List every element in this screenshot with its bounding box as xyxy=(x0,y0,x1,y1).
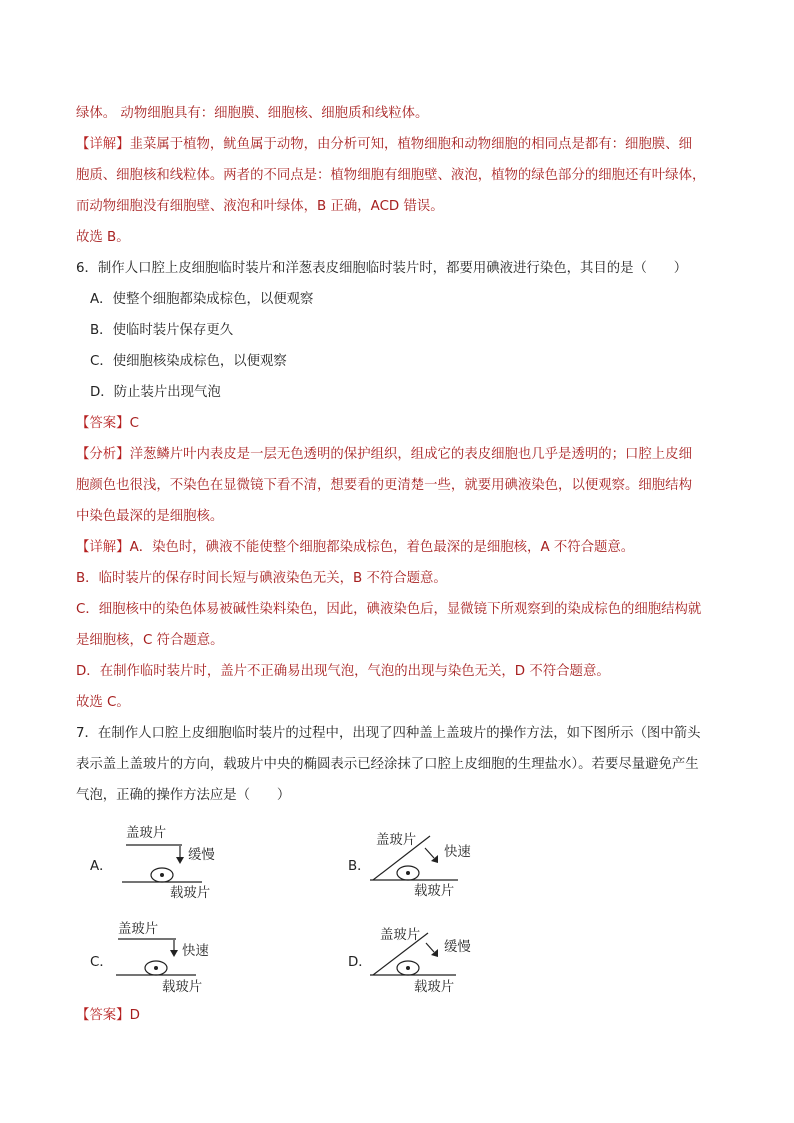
text-line xyxy=(76,625,736,656)
text-span: 故选 B。 xyxy=(76,230,130,245)
text-line xyxy=(76,656,736,687)
text-line xyxy=(76,718,736,749)
text-span: 是细胞核，C 符合题意。 xyxy=(76,633,224,648)
cell-dot xyxy=(406,966,410,970)
text-span: 中染色最深的是细胞核。 xyxy=(76,509,224,524)
section-tag: 【分析】 xyxy=(76,447,130,462)
text-span: 绿体。 动物细胞具有：细胞膜、细胞核、细胞质和线粒体。 xyxy=(76,106,429,121)
text-span: B．使临时装片保存更久 xyxy=(90,323,234,338)
answer-option xyxy=(76,284,736,315)
text-line xyxy=(76,687,736,718)
direction-arrow-shaft xyxy=(425,848,434,858)
diagram-b xyxy=(348,822,548,904)
text-line xyxy=(76,501,736,532)
text-line xyxy=(76,532,736,563)
text-span: D．在制作临时装片时，盖片不正确易出现气泡，气泡的出现与染色无关，D 不符合题意。 xyxy=(76,664,610,679)
text-line xyxy=(76,470,736,501)
diagram-d xyxy=(348,918,548,1000)
text-line xyxy=(76,749,736,780)
text-span: 胞颜色也很浅，不染色在显微镜下看不清，想要看的更清楚一些，就要用碘液染色，以便观察。细胞结构 xyxy=(76,478,692,493)
direction-arrow-head xyxy=(176,857,184,864)
text-line xyxy=(76,98,736,129)
cover-slip-label: 盖玻片 xyxy=(118,922,159,937)
text-line xyxy=(76,439,736,470)
answer-option xyxy=(76,377,736,408)
cover-slip-line xyxy=(373,836,430,880)
text-line xyxy=(76,408,736,439)
diagram-letter: C． xyxy=(90,955,113,970)
slide-label: 载玻片 xyxy=(162,980,203,995)
text-span: C xyxy=(129,416,139,431)
diagram-letter: B． xyxy=(348,859,371,874)
diagram-d-drawing xyxy=(348,918,548,1000)
text-line xyxy=(76,563,736,594)
direction-arrow-shaft xyxy=(426,943,434,952)
cell-dot xyxy=(160,873,164,877)
cell-dot xyxy=(154,966,158,970)
answer-option xyxy=(76,346,736,377)
text-span: A．使整个细胞都染成棕色，以便观察 xyxy=(90,292,314,307)
text-span: C．细胞核中的染色体易被碱性染料染色，因此，碘液染色后，显微镜下所观察到的染成棕色的细胞结构就 xyxy=(76,602,702,617)
diagram-a xyxy=(90,822,290,904)
cover-slip-line xyxy=(373,933,428,975)
text-line xyxy=(76,129,736,160)
diagram-c-drawing xyxy=(90,918,290,1000)
cover-slip-label: 盖玻片 xyxy=(376,833,417,848)
text-span: 洋葱鳞片叶内表皮是一层无色透明的保护组织，组成它的表皮细胞也几乎是透明的；口腔上皮细 xyxy=(129,447,692,462)
text-line xyxy=(76,191,736,222)
text-span: 气泡，正确的操作方法应是（ ） xyxy=(76,788,291,803)
diagram-letter: D． xyxy=(348,955,372,970)
text-line xyxy=(76,222,736,253)
text-span: A．染色时，碘液不能使整个细胞都染成棕色，着色最深的是细胞核，A 不符合题意。 xyxy=(129,540,635,555)
text-span: 胞质、细胞核和线粒体。两者的不同点是：植物细胞有细胞壁、液泡，植物的绿色部分的细胞还有叶绿体， xyxy=(76,168,706,183)
document-body xyxy=(76,98,736,811)
slide-label: 载玻片 xyxy=(170,886,211,901)
text-span: 而动物细胞没有细胞壁、液泡和叶绿体，B 正确，ACD 错误。 xyxy=(76,199,444,214)
cover-slip-label: 盖玻片 xyxy=(126,826,167,841)
speed-label: 缓慢 xyxy=(444,940,471,955)
text-line xyxy=(76,160,736,191)
text-span: D．防止装片出现气泡 xyxy=(90,385,221,400)
text-span: 韭菜属于植物，鱿鱼属于动物，由分析可知，植物细胞和动物细胞的相同点是都有：细胞膜、细 xyxy=(129,137,692,152)
speed-label: 快速 xyxy=(444,845,471,860)
diagram-b-drawing xyxy=(348,822,548,904)
text-line xyxy=(76,594,736,625)
slide-label: 载玻片 xyxy=(414,980,455,995)
section-tag: 【答案】 xyxy=(76,416,130,431)
diagram-a-drawing xyxy=(90,822,290,904)
cover-slip-label: 盖玻片 xyxy=(380,928,421,943)
section-tag: 【详解】 xyxy=(76,137,130,152)
diagram-c xyxy=(90,918,290,1000)
text-span: B．临时装片的保存时间长短与碘液染色无关，B 不符合题意。 xyxy=(76,571,447,586)
text-span: 6．制作人口腔上皮细胞临时装片和洋葱表皮细胞临时装片时，都要用碘液进行染色，其目的是（ ） xyxy=(76,261,688,276)
answer-value: D xyxy=(129,1008,140,1023)
text-span: 7．在制作人口腔上皮细胞临时装片的过程中，出现了四种盖上盖玻片的操作方法，如下图所示（图中箭头 xyxy=(76,726,701,741)
cell-dot xyxy=(406,871,410,875)
diagram-letter: A． xyxy=(90,859,113,874)
answer-option xyxy=(76,315,736,346)
direction-arrow-head xyxy=(170,950,178,957)
text-line xyxy=(76,780,736,811)
text-span: 表示盖上盖玻片的方向，载玻片中央的椭圆表示已经涂抹了口腔上皮细胞的生理盐水）。若要尽量避免产生 xyxy=(76,757,699,772)
section-tag: 【详解】 xyxy=(76,540,130,555)
speed-label: 快速 xyxy=(182,944,209,959)
text-span: 故选 C。 xyxy=(76,695,130,710)
slide-label: 载玻片 xyxy=(414,884,455,899)
answer-tag: 【答案】 xyxy=(76,1008,130,1023)
speed-label: 缓慢 xyxy=(188,848,215,863)
final-answer xyxy=(76,1000,140,1031)
coverslip-diagrams xyxy=(90,822,530,1002)
text-span: C．使细胞核染成棕色，以便观察 xyxy=(90,354,287,369)
text-line xyxy=(76,253,736,284)
